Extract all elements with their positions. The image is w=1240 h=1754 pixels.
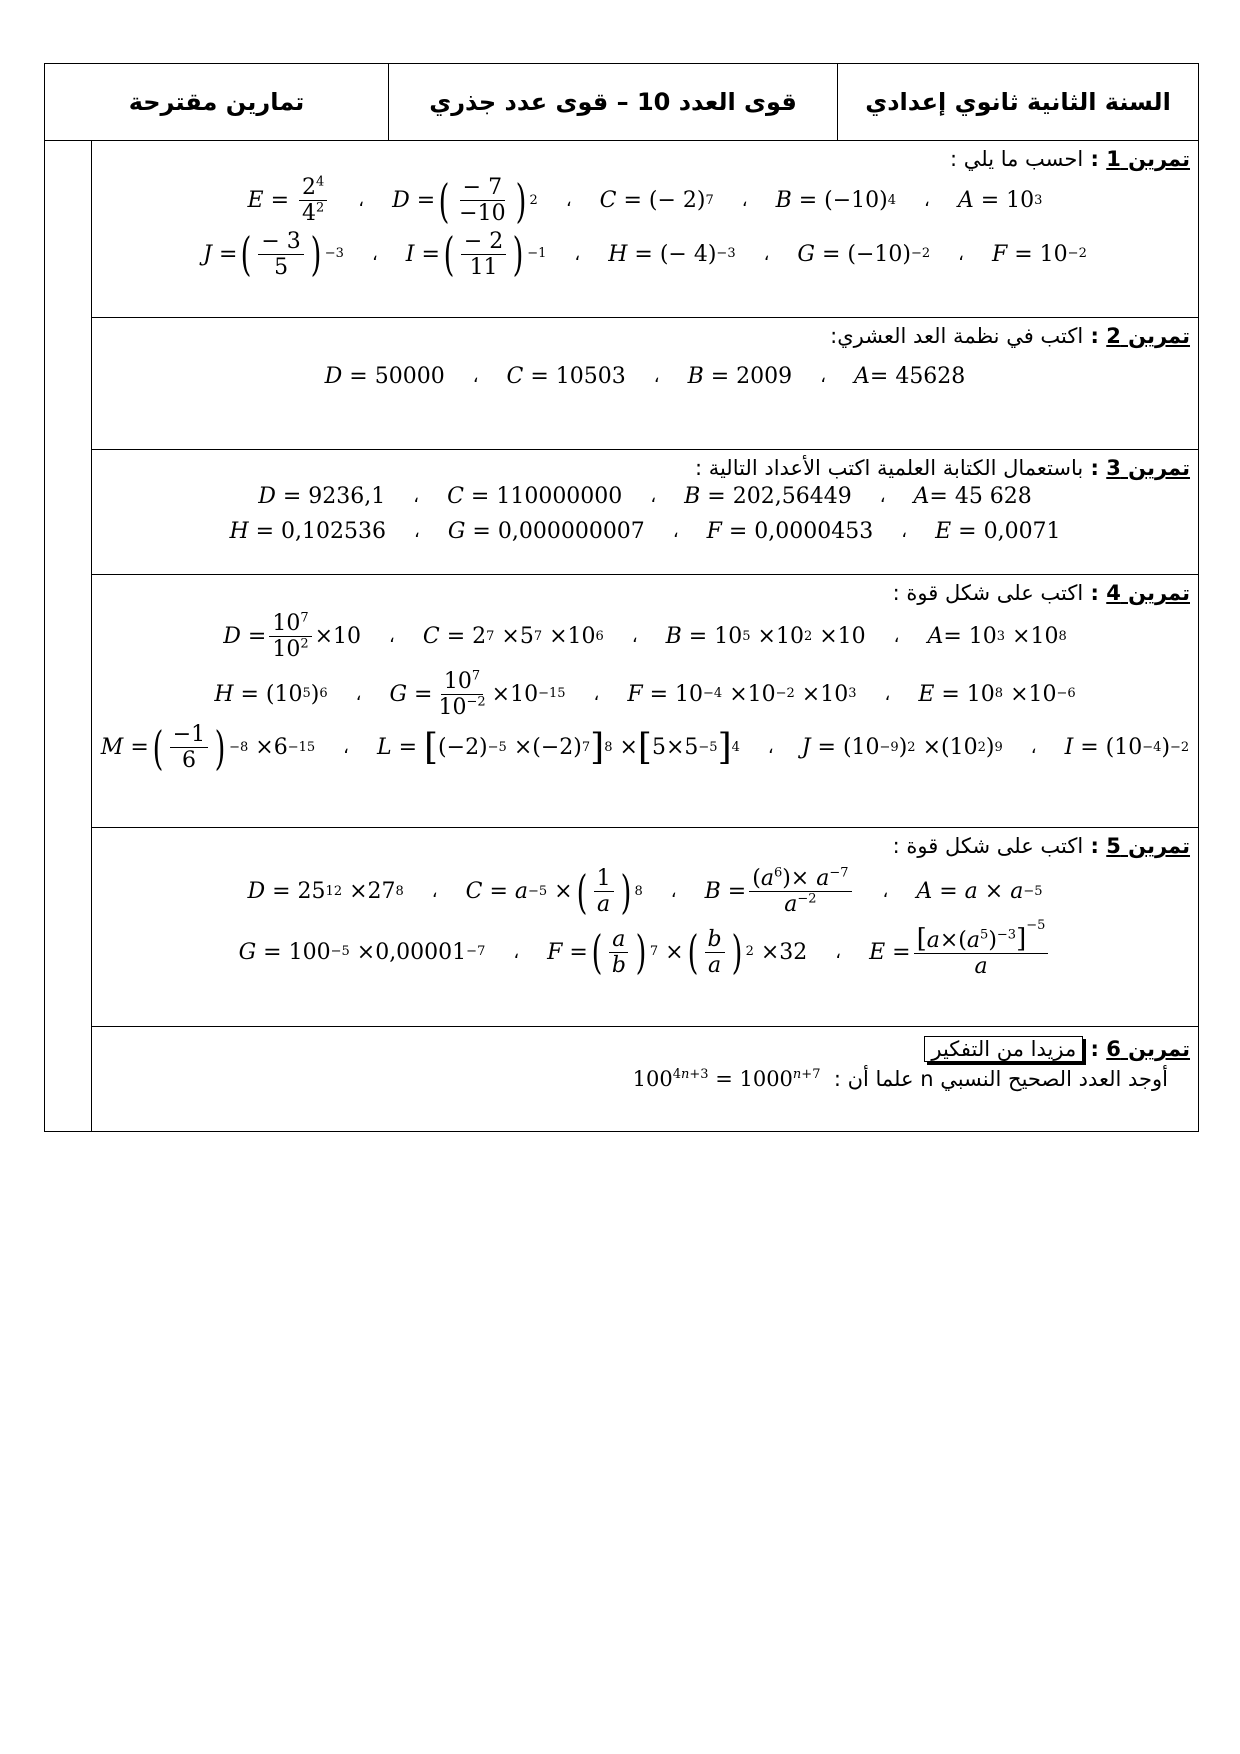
- exercise-4: [92, 575, 1198, 828]
- header-lesson: قوى العدد 10 – قوى عدد جذري: [388, 64, 837, 140]
- header-table: [44, 63, 1199, 141]
- expr-G: G = $\frac{10^7}{10^{-2}}$ ×10 −15: [389, 668, 566, 720]
- exercise-1-instruction: احسب ما يلي :: [950, 147, 1084, 171]
- expr-C: C = 2 7 ×5 7 ×10 6: [422, 624, 604, 650]
- header-level: السنة الثانية ثانوي إعدادي: [837, 64, 1198, 140]
- exercise-2: [92, 318, 1198, 450]
- exercise-3: [92, 450, 1198, 575]
- exercise-6: [92, 1027, 1198, 1131]
- separator: ،: [893, 626, 900, 648]
- exercise-5-label: تمرين 5: [1106, 834, 1190, 858]
- expr-J: J = (10 −9 ) 2 ×(10 2 ) 9: [801, 735, 1003, 761]
- expr-F: F = 10 −2: [991, 241, 1087, 267]
- expr-D: D = 25 12 ×27 8: [247, 879, 404, 905]
- exercise-5-instruction: اكتب على شكل قوة :: [892, 834, 1084, 858]
- expr-C: C = 10503: [506, 364, 626, 389]
- exercises-content: [92, 141, 1198, 1131]
- expr-D: D = ( $\frac{- 7}{-10}$ ) 2: [392, 173, 538, 228]
- expr-D: D = 50000: [324, 364, 445, 389]
- expr-B: B = 10 5 ×10 2 ×10: [665, 624, 866, 650]
- separator: ،: [431, 881, 438, 903]
- margin-column: [45, 141, 92, 1131]
- separator: ،: [650, 486, 657, 507]
- expr-E: E = $\frac{2^4}{4^2}$: [242, 175, 337, 227]
- exercise-4-instruction: اكتب على شكل قوة :: [892, 581, 1084, 605]
- exercise-4-row-2: [92, 669, 1198, 721]
- exercise-6-question: أوجد العدد الصحيح النسبي n علما أن :: [833, 1067, 1168, 1091]
- expr-B: B = $\frac{(a^6)\times a^{-7}}{a^{-2}}$: [699, 866, 861, 918]
- exercise-2-title: [92, 318, 1198, 348]
- expr-A: A = 45628: [854, 364, 966, 389]
- expr-M: M = ( $\frac{-1}{6}$ ) −8 ×6 −15: [100, 720, 316, 775]
- exercise-2-row: [92, 364, 1198, 389]
- worksheet: [44, 63, 1199, 1132]
- expr-G: G = 0,000000007: [447, 519, 645, 544]
- expr-C: C = 110000000: [447, 484, 623, 509]
- exercise-3-title: [92, 450, 1198, 480]
- colon: :: [1083, 147, 1107, 171]
- exercise-4-row-1: [92, 611, 1198, 663]
- separator: ،: [835, 941, 842, 963]
- expr-G: G = 100 −5 ×0,00001 −7: [238, 939, 486, 965]
- separator: ،: [958, 243, 964, 265]
- colon: :: [1083, 581, 1107, 605]
- separator: ،: [593, 683, 600, 705]
- separator: ،: [670, 881, 677, 903]
- separator: ،: [672, 521, 679, 542]
- exercises-table: [44, 141, 1199, 1132]
- exercise-4-title: [92, 575, 1198, 605]
- exercise-4-label: تمرين 4: [1106, 581, 1190, 605]
- exercise-6-equation: $100^{4n+3} = 1000^{n+7}$: [632, 1067, 821, 1091]
- separator: ،: [741, 190, 748, 212]
- colon: :: [1083, 324, 1107, 348]
- separator: ،: [574, 243, 581, 265]
- separator: ،: [358, 190, 365, 212]
- expr-A: A = 10 3: [957, 188, 1043, 214]
- separator: ،: [472, 366, 479, 387]
- exercise-3-label: تمرين 3: [1106, 456, 1190, 480]
- expr-H: H = (− 4) −3: [608, 241, 736, 267]
- exercise-3-row-2: [92, 519, 1198, 544]
- colon: :: [1083, 834, 1107, 858]
- expr-I: I = (10 −4 ) −2: [1064, 735, 1190, 761]
- expr-E: E = 0,0071: [935, 519, 1061, 544]
- separator: ،: [513, 941, 520, 963]
- separator: ،: [371, 243, 378, 265]
- exercise-5: [92, 828, 1198, 1027]
- exercise-6-question-line: [92, 1061, 1198, 1101]
- exercise-3-instruction: باستعمال الكتابة العلمية اكتب الأعداد التالية :: [694, 456, 1084, 480]
- exercise-2-instruction: اكتب في نظمة العد العشري:: [830, 324, 1084, 348]
- exercise-3-row-1: [92, 484, 1198, 509]
- expr-I: I = ( $\frac{- 2}{11}$ ) −1: [405, 227, 547, 282]
- separator: ،: [882, 881, 889, 903]
- exercise-6-badge: مزيدا من التفكير: [924, 1036, 1083, 1062]
- separator: ،: [413, 486, 420, 507]
- expr-E: E = 10 8 ×10 −6: [918, 681, 1076, 707]
- exercise-1-label: تمرين 1: [1106, 147, 1190, 171]
- exercise-1-row-1: [92, 175, 1198, 227]
- expr-J: J = ( $\frac{- 3}{5}$ ) −3: [203, 227, 344, 282]
- exercise-5-row-2: [92, 917, 1198, 980]
- separator: ،: [767, 737, 774, 759]
- separator: ،: [763, 243, 770, 265]
- expr-E: E = $\frac{[a\times(a^5)^{-3}]^{-5}}{a}$: [863, 926, 1057, 980]
- header-type: تمارين مقترحة: [128, 88, 305, 116]
- expr-B: B = 202,56449: [684, 484, 852, 509]
- expr-H: H = 0,102536: [229, 519, 387, 544]
- colon: :: [1083, 1037, 1107, 1061]
- exercise-2-label: تمرين 2: [1106, 324, 1190, 348]
- expr-D: D = 9236,1: [258, 484, 386, 509]
- expr-H: H = (10 5 ) 6: [214, 681, 328, 707]
- expr-A: A = 10 3 ×10 8: [927, 624, 1067, 650]
- expr-A: A = a × a −5: [916, 879, 1043, 905]
- expr-F: F = 10 −4 ×10 −2 ×10 3: [627, 681, 857, 707]
- separator: ،: [1030, 737, 1037, 759]
- exercise-6-label: تمرين 6: [1106, 1037, 1190, 1061]
- colon: :: [1083, 456, 1107, 480]
- separator: ،: [879, 486, 886, 507]
- separator: ،: [389, 626, 395, 648]
- exercise-6-title: [92, 1027, 1198, 1061]
- expr-A: A = 45 628: [913, 484, 1032, 509]
- separator: ،: [355, 683, 362, 705]
- exercise-1: [92, 141, 1198, 318]
- separator: ،: [565, 190, 572, 212]
- exercise-5-row-1: [92, 866, 1198, 918]
- separator: ،: [653, 366, 660, 387]
- separator: ،: [631, 626, 638, 648]
- expr-F: F = ( $\frac{a}{b}$ ) 7 × ( $\frac{b}{a}$ ) 2 ×32: [547, 925, 808, 980]
- separator: ،: [924, 190, 930, 212]
- separator: ،: [901, 521, 908, 542]
- expr-D: D = $\frac{10^7}{10^2}$ ×10: [223, 610, 362, 663]
- separator: ،: [820, 366, 826, 387]
- separator: ،: [414, 521, 420, 542]
- separator: ،: [884, 683, 891, 705]
- separator: ،: [343, 737, 349, 759]
- exercise-1-title: [92, 141, 1198, 171]
- expr-L: L = [ (−2) −5 ×(−2) 7 ] 8 × [ 5×5 −5 ] 4: [376, 726, 740, 768]
- expr-B: B = (−10) 4: [775, 188, 897, 214]
- exercise-5-title: [92, 828, 1198, 858]
- expr-B: B = 2009: [687, 364, 793, 389]
- expr-G: G = (−10) −2: [797, 241, 931, 267]
- expr-C: C = a −5 × ( $\frac{1}{a}$ ) 8: [465, 864, 643, 919]
- exercise-4-row-3: [92, 722, 1198, 774]
- expr-F: F = 0,0000453: [706, 519, 874, 544]
- exercise-1-row-2: [92, 229, 1198, 281]
- expr-C: C = (− 2) 7: [599, 188, 714, 214]
